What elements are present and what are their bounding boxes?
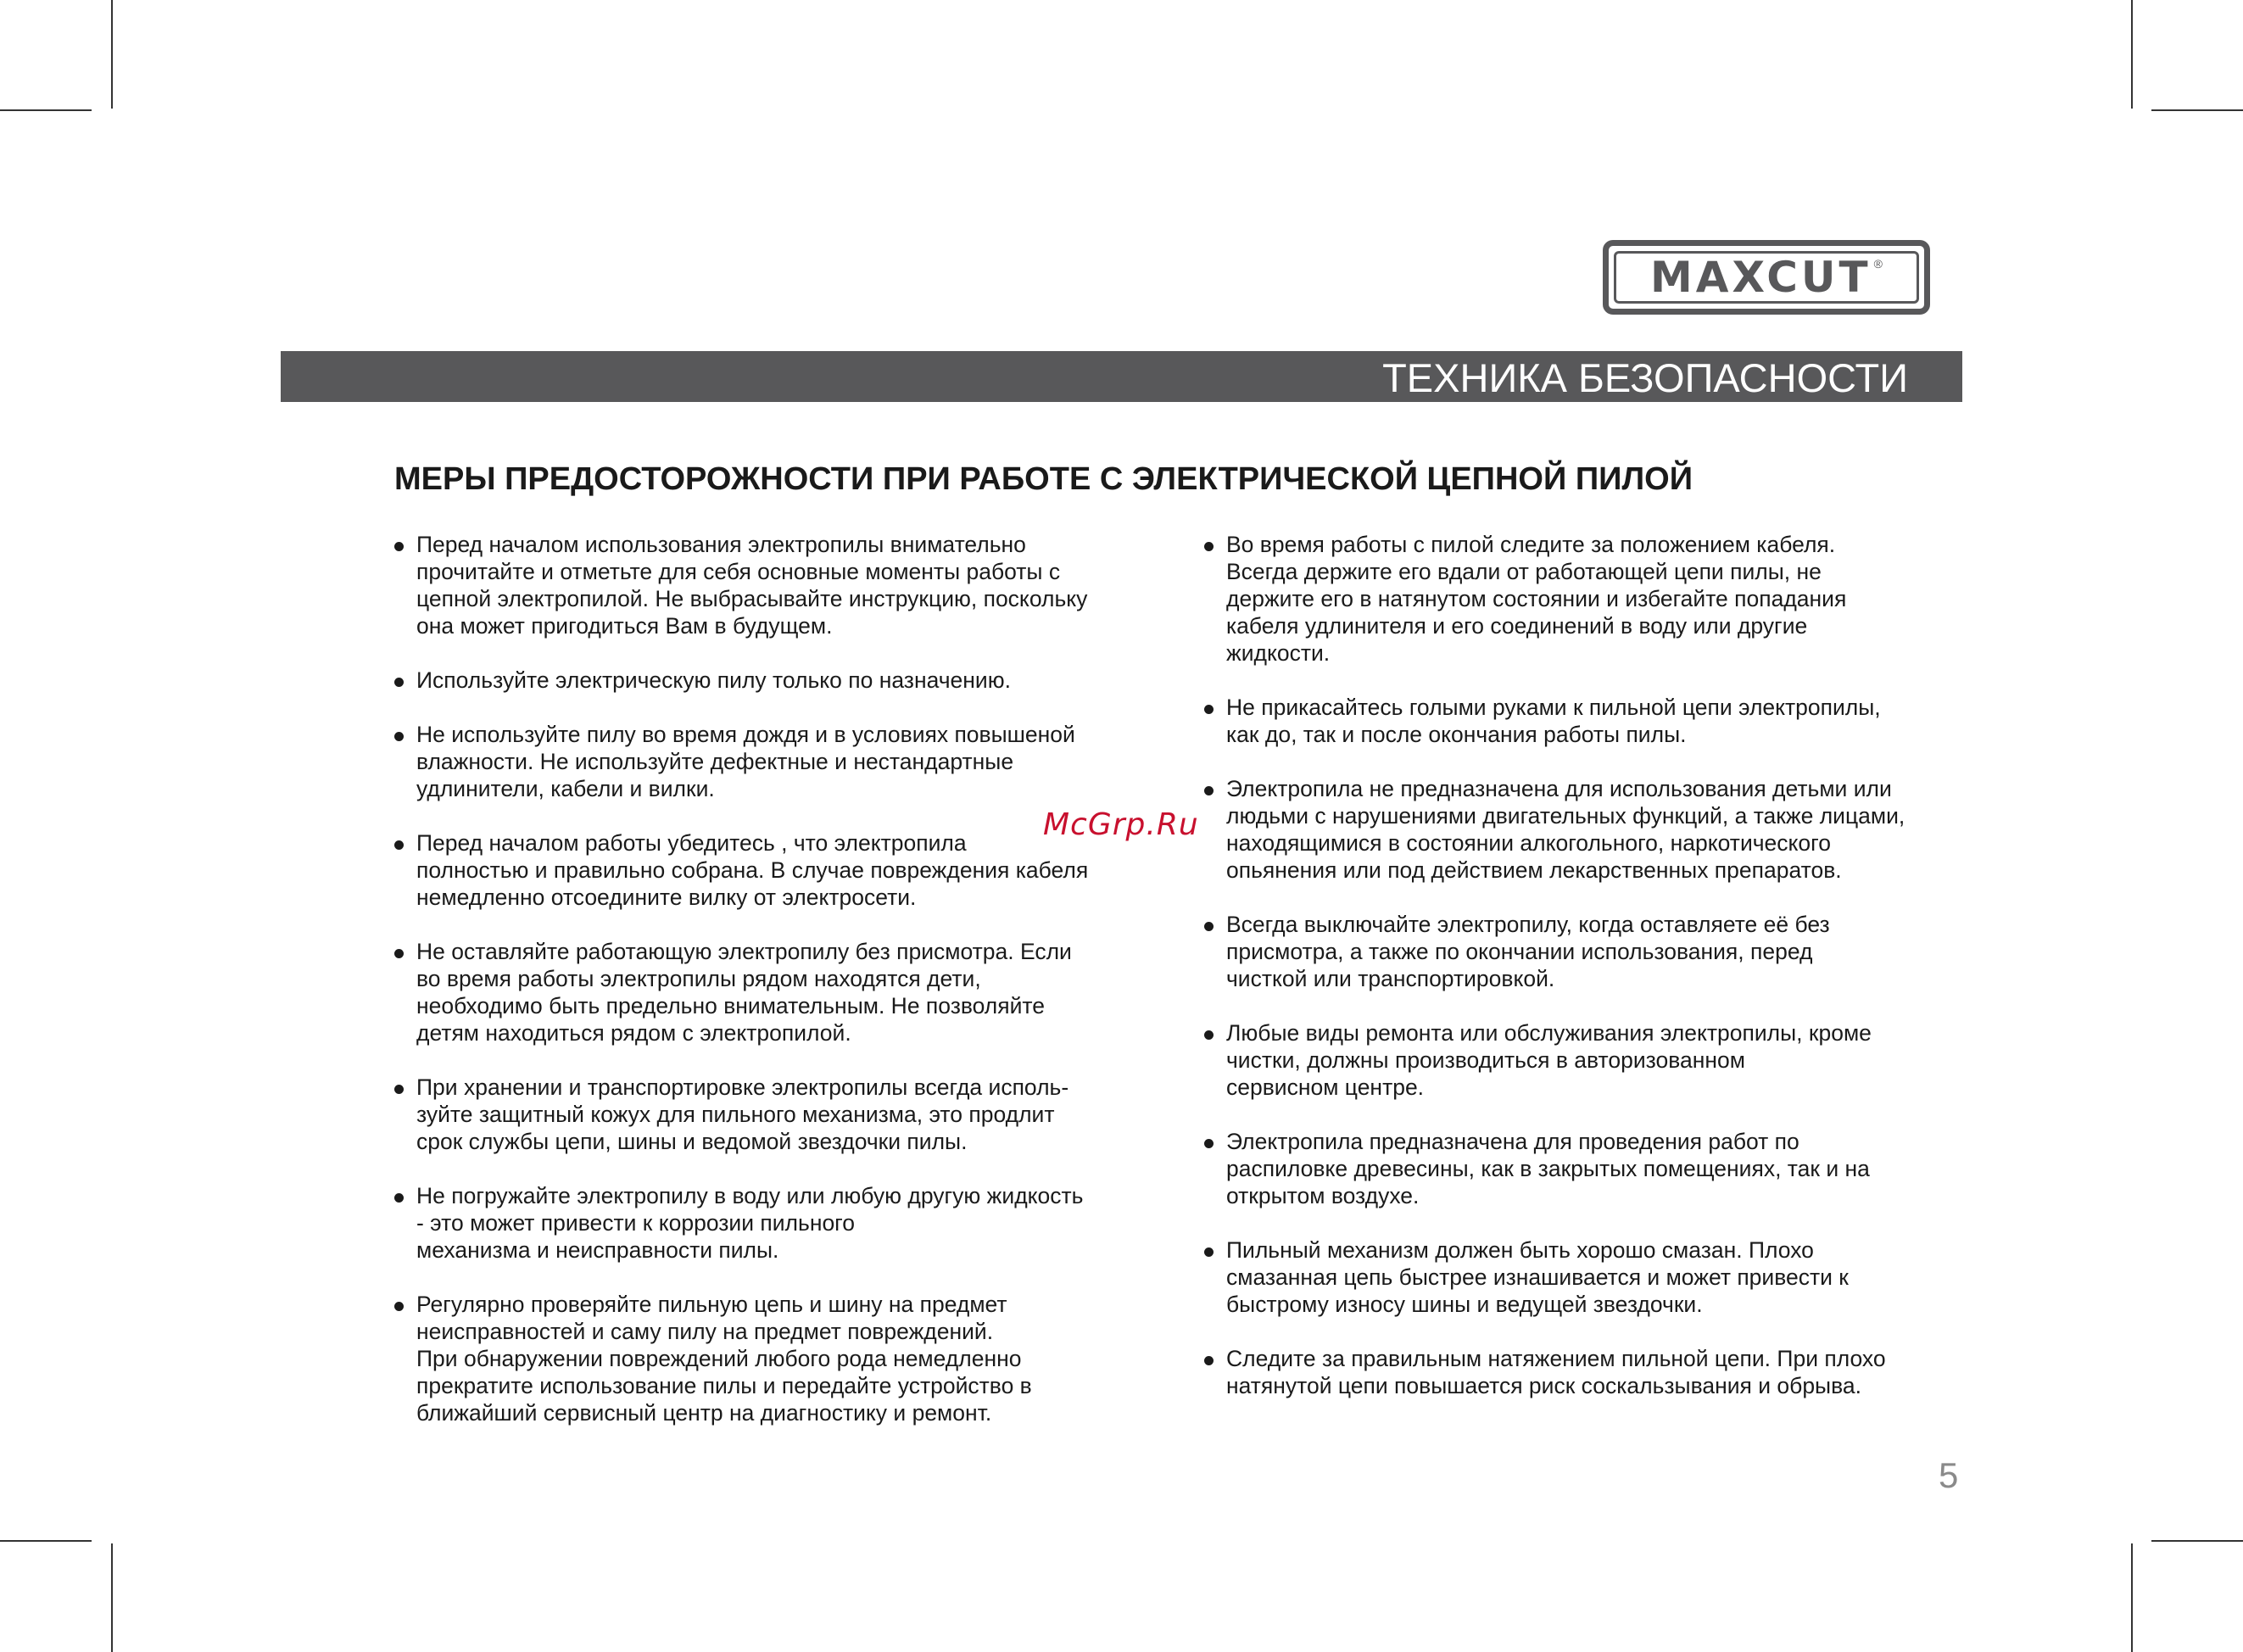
list-item-line: жидкости. [1226,640,1331,666]
list-item-line: присмотра, а также по окончании использования, перед [1226,939,1813,964]
list-item [394,1291,1158,1426]
list-item [1204,1236,1967,1318]
list-item-line: Следите за правильным натяжением пильной цепи. При плохо [1226,1346,1886,1371]
list-item-line: как до, так и после окончания работы пилы. [1226,722,1687,747]
list-item-line: Перед началом использования электропилы внимательно [416,532,1026,557]
list-item-line: ближайший сервисный центр на диагностику и ремонт. [416,1400,992,1426]
bullet-icon [394,1085,404,1094]
list-item-line: опьянения или под действием лекарственных препаратов. [1226,857,1842,883]
crop-mark-bottom-left-horizontal [0,1540,92,1542]
crop-mark-top-left-vertical [111,0,113,109]
list-item-line: находящимися в состоянии алкогольного, наркотического [1226,830,1831,856]
list-item [394,531,1158,639]
list-item-line: влажности. Не используйте дефектные и нестандартные [416,749,1014,774]
list-item-line: быстрому износу шины и ведущей звездочки. [1226,1292,1703,1317]
list-item-line: Всегда держите его вдали от работающей цепи пилы, не [1226,559,1822,584]
bullet-icon [1204,922,1214,931]
list-item-line: Не используйте пилу во время дождя и в условиях повышеной [416,722,1075,747]
list-item-line: При обнаружении повреждений любого рода немедленно [416,1346,1022,1371]
bullet-icon [394,1302,404,1311]
list-item-line: она может пригодиться Вам в будущем. [416,613,833,639]
bullet-icon [1204,1356,1214,1365]
list-item-line: прочитайте и отметьте для себя основные моменты работы с [416,559,1061,584]
bullet-icon [394,1193,404,1203]
watermark: McGrp.Ru [1043,807,1199,842]
page-number: 5 [1939,1455,1959,1495]
list-item [1204,531,1967,667]
crop-mark-bottom-left-vertical [111,1543,113,1652]
page-heading: МЕРЫ ПРЕДОСТОРОЖНОСТИ ПРИ РАБОТЕ С ЭЛЕКТРИЧЕСКОЙ ЦЕПНОЙ ПИЛОЙ [394,461,1693,497]
crop-mark-top-right-vertical [2131,0,2133,109]
list-item-line: цепной электропилой. Не выбрасывайте инструкцию, поскольку [416,586,1088,611]
list-item-line: Не прикасайтесь голыми руками к пильной цепи электропилы, [1226,695,1881,720]
list-item-line: держите его в натянутом состоянии и избегайте попадания [1226,586,1847,611]
list-item-line: немедленно отсоедините вилку от электросети. [416,885,917,910]
list-item-line: Перед началом работы убедитесь , что электропила [416,830,967,856]
list-item-line: Во время работы с пилой следите за положением кабеля. [1226,532,1836,557]
crop-mark-bottom-right-vertical [2131,1543,2133,1652]
bullet-icon [1204,786,1214,795]
crop-mark-top-left-horizontal [0,109,92,111]
list-item-line: кабеля удлинителя и его соединений в воду или другие [1226,613,1808,639]
list-item-line: необходимо быть предельно внимательным. Не позволяйте [416,993,1045,1019]
crop-mark-top-right-horizontal [2151,109,2243,111]
list-item-line: Не оставляйте работающую электропилу без присмотра. Если [416,939,1072,964]
list-item-line: зуйте защитный кожух для пильного механизма, это продлит [416,1102,1055,1127]
list-item-line: открытом воздухе. [1226,1183,1420,1208]
list-item-line: натянутой цепи повышается риск соскальзывания и обрыва. [1226,1373,1861,1398]
list-item [1204,1345,1967,1399]
left-column-list [394,531,1158,1454]
list-item-line: Регулярно проверяйте пильную цепь и шину на предмет [416,1292,1007,1317]
list-item [394,721,1158,802]
list-item-line: прекратите использование пилы и передайте устройство в [416,1373,1032,1398]
list-item-line: срок службы цепи, шины и ведомой звездочки пилы. [416,1129,968,1154]
list-item-line: Пильный механизм должен быть хорошо смазан. Плохо [1226,1237,1814,1263]
right-column-list [1204,531,1967,1426]
list-item-line: чистки, должны производиться в авторизованном [1226,1047,1745,1073]
bullet-icon [1204,1030,1214,1040]
brand-logo-text: MAXCUT [1650,253,1872,302]
list-item-line: При хранении и транспортировке электропилы всегда исполь- [416,1074,1069,1100]
crop-mark-bottom-right-horizontal [2151,1540,2243,1542]
list-item [1204,1128,1967,1209]
list-item-line: Не погружайте электропилу в воду или любую другую жидкость [416,1183,1084,1208]
list-item [394,1182,1158,1264]
list-item [1204,911,1967,992]
bullet-icon [394,949,404,958]
list-item-line: людьми с нарушениями двигательных функций, а также лицами, [1226,803,1905,829]
list-item-line: удлинители, кабели и вилки. [416,776,715,801]
list-item-line: чисткой или транспортировкой. [1226,966,1555,991]
list-item-line: Электропила предназначена для проведения работ по [1226,1129,1799,1154]
list-item-line: механизма и неисправности пилы. [416,1237,779,1263]
section-banner [281,351,1962,402]
list-item [1204,694,1967,748]
list-item [1204,1019,1967,1101]
list-item-line: детям находиться рядом с электропилой. [416,1020,851,1046]
list-item-line: неисправностей и саму пилу на предмет повреждений. [416,1319,994,1344]
bullet-icon [1204,542,1214,551]
list-item [394,1074,1158,1155]
registered-mark: ® [1873,257,1883,271]
brand-logo [1603,240,1930,315]
list-item [394,667,1158,694]
bullet-icon [1204,1247,1214,1257]
list-item-line: Любые виды ремонта или обслуживания электропилы, кроме [1226,1020,1872,1046]
list-item [1204,775,1967,884]
bullet-icon [1204,1139,1214,1148]
list-item-line: Всегда выключайте электропилу, когда оставляете её без [1226,912,1830,937]
brand-logo-inner-frame [1614,251,1919,304]
list-item-line: полностью и правильно собрана. В случае повреждения кабеля [416,857,1089,883]
list-item-line: распиловке древесины, как в закрытых помещениях, так и на [1226,1156,1870,1181]
list-item [394,938,1158,1046]
list-item-line: - это может привести к коррозии пильного [416,1210,856,1236]
bullet-icon [394,840,404,850]
list-item-line: во время работы электропилы рядом находятся дети, [416,966,981,991]
bullet-icon [394,678,404,687]
bullet-icon [394,732,404,741]
list-item-line: смазанная цепь быстрее изнашивается и может привести к [1226,1264,1849,1290]
bullet-icon [394,542,404,551]
bullet-icon [1204,705,1214,714]
list-item-line: Электропила не предназначена для использования детьми или [1226,776,1892,801]
section-banner-title: ТЕХНИКА БЕЗОПАСНОСТИ [1382,355,1908,400]
list-item-line: сервисном центре. [1226,1074,1425,1100]
list-item-line: Используйте электрическую пилу только по назначению. [416,667,1011,693]
